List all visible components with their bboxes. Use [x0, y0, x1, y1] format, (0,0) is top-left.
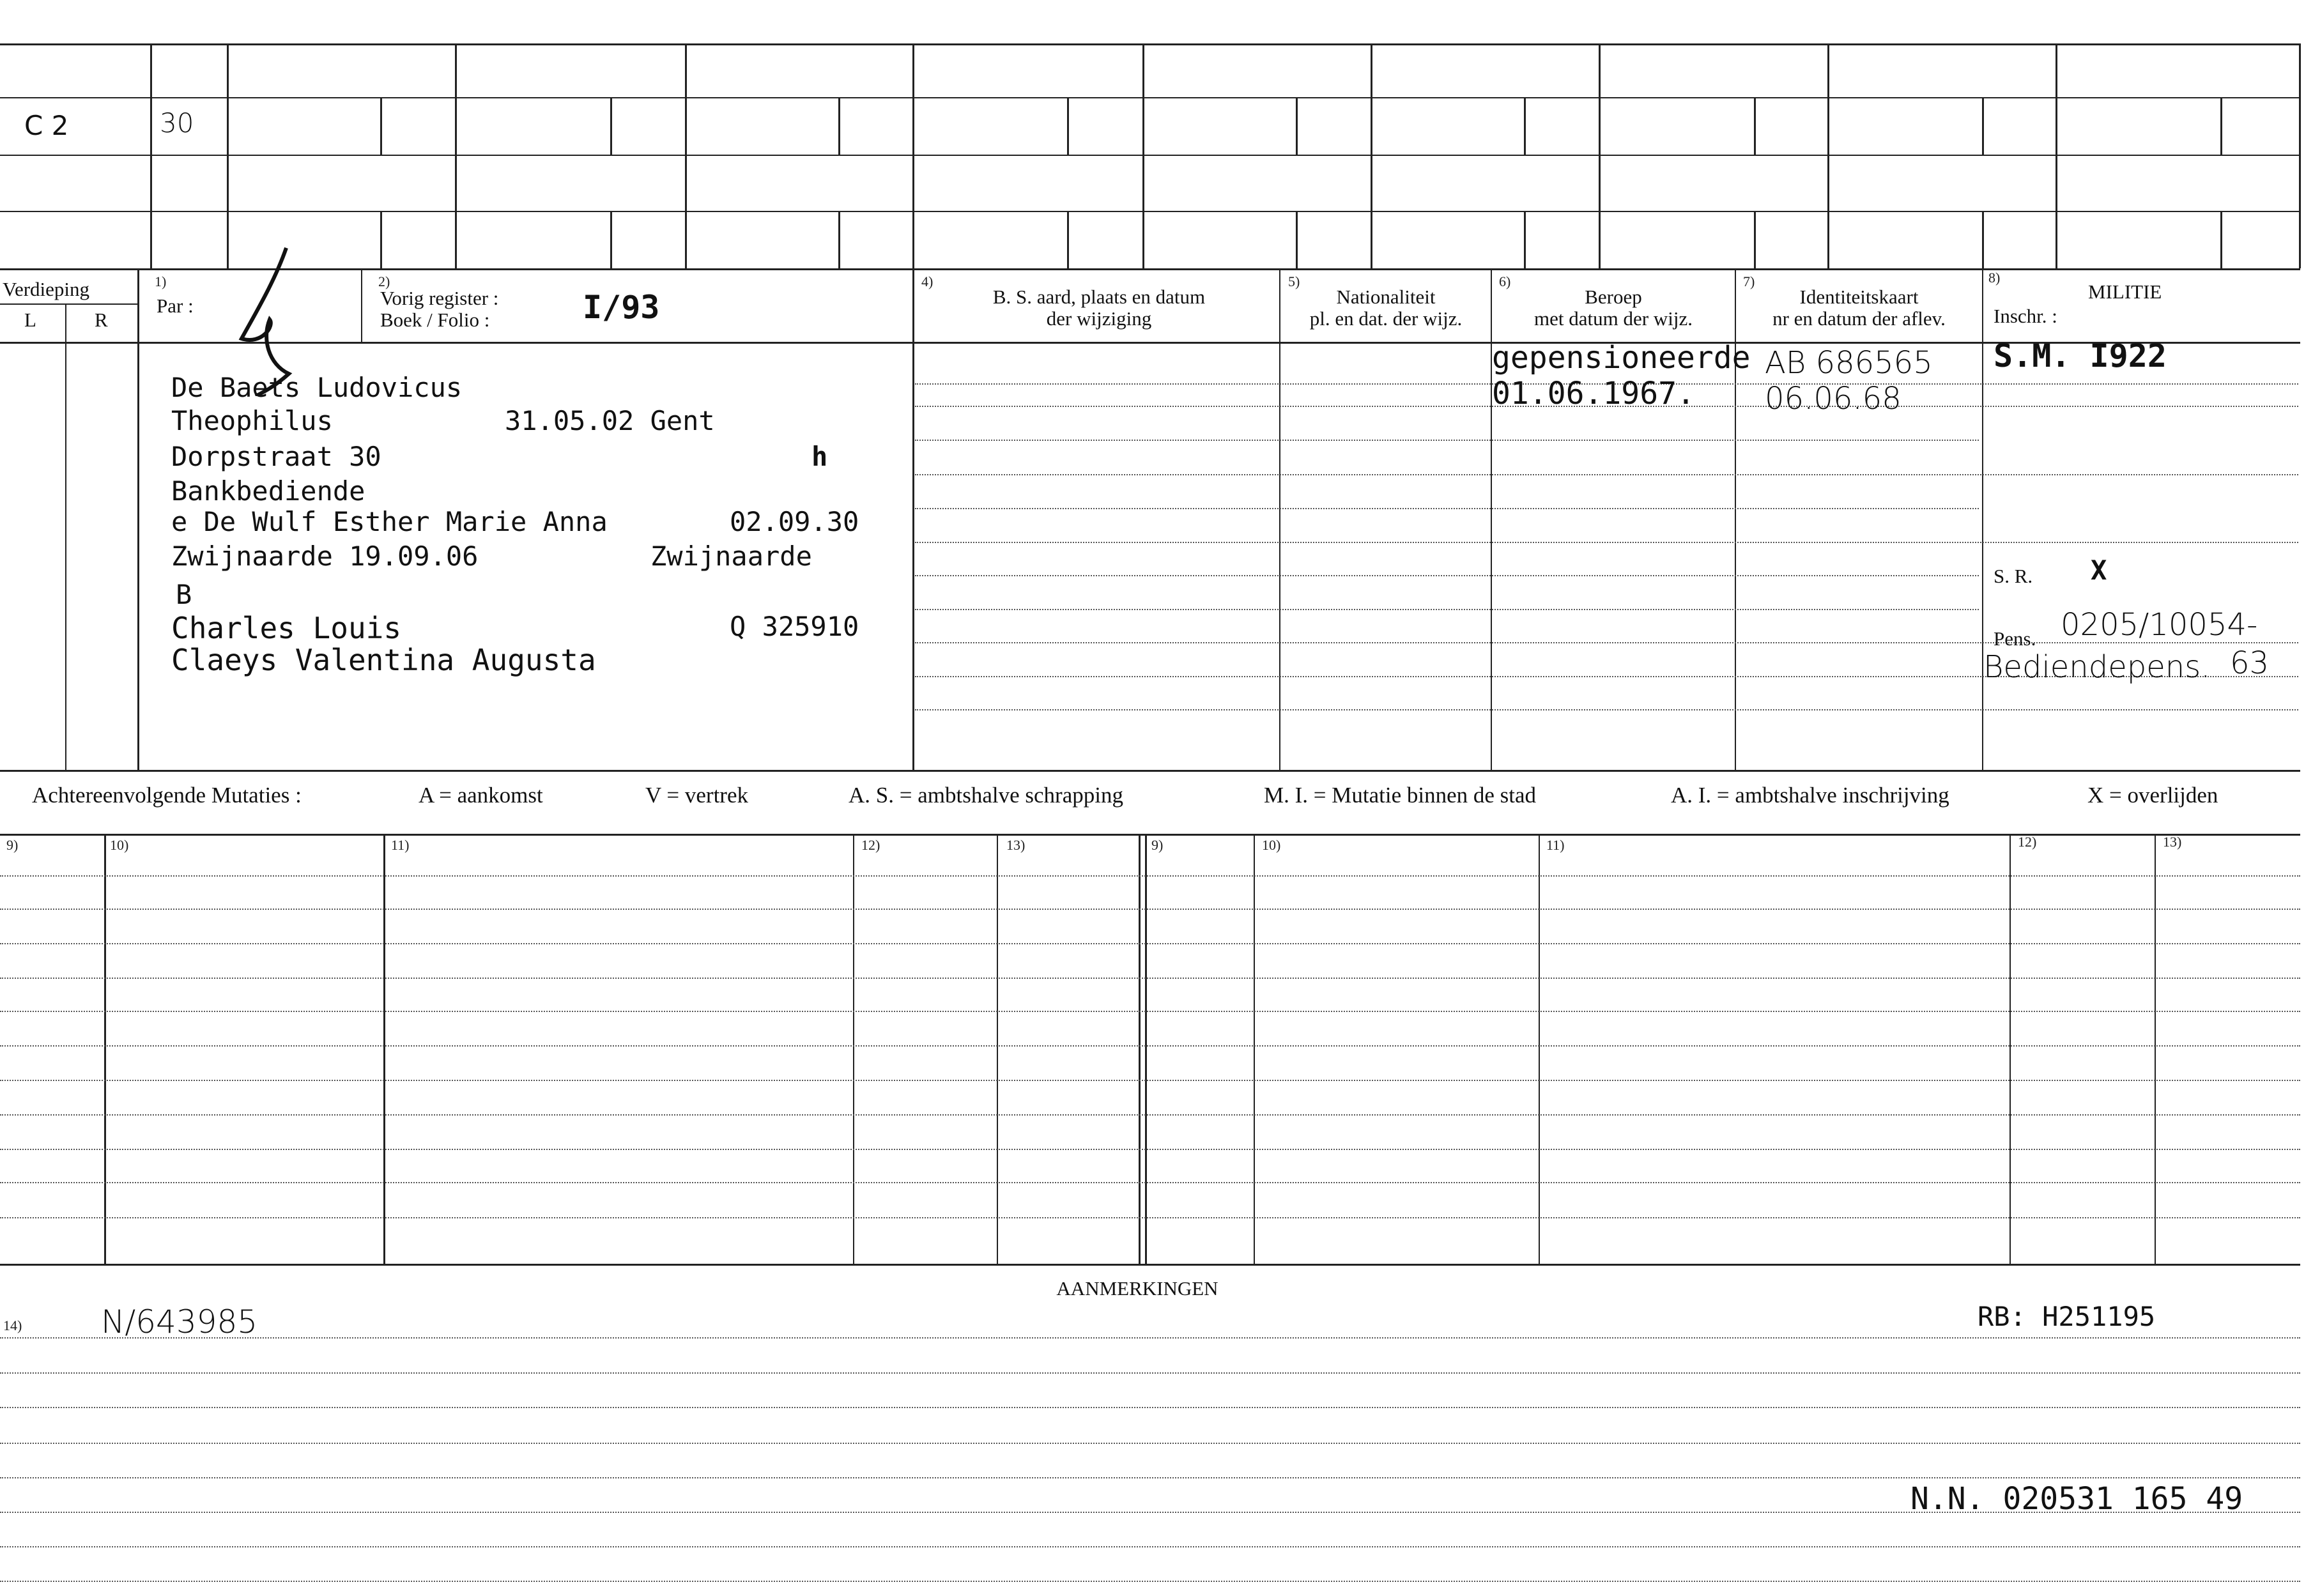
mutatie-col-12: 12): [861, 837, 880, 853]
person-h-mark: h: [811, 441, 828, 472]
field-14-number: 14): [3, 1317, 22, 1333]
person-b-mark: B: [176, 579, 192, 610]
mutaties-title: Achtereenvolgende Mutaties :: [32, 783, 302, 808]
pens-type: Bediendepens.: [1983, 649, 2211, 685]
person-birth: 31.05.02 Gent: [505, 405, 715, 436]
person-spouse: e De Wulf Esther Marie Anna: [171, 506, 608, 537]
person-spouse-place: Zwijnaarde: [650, 541, 812, 572]
vorig-register-label: Vorig register :: [380, 287, 499, 309]
legend-ambtshalve-schrapping: A. S. = ambtshalve schrapping: [849, 783, 1123, 808]
person-occupation: Bankbediende: [171, 475, 365, 507]
field-4-number: 4): [921, 273, 934, 289]
col-l-label: L: [24, 309, 36, 331]
sr-label: S. R.: [1994, 565, 2033, 587]
legend-ambtshalve-inschrijving: A. I. = ambtshalve inschrijving: [1671, 783, 1949, 808]
par-signature-mark: [230, 243, 307, 396]
nn-number: N.N. 020531 165 49: [1910, 1481, 2243, 1517]
top-grid-code: C 2: [24, 110, 69, 141]
mutatie-col-11: 11): [391, 837, 410, 853]
mutatie-col-9: 9): [6, 837, 19, 853]
field-8-number: 8): [1988, 270, 2001, 286]
person-code: Q 325910: [730, 611, 859, 642]
field-7-number: 7): [1743, 273, 1755, 289]
top-grid-number: 30: [160, 107, 194, 139]
mutatie-col-10b: 10): [1262, 837, 1281, 853]
identiteit-number: AB 686565: [1765, 345, 1933, 381]
field-2-number: 2): [378, 273, 390, 289]
field-5-number: 5): [1288, 273, 1300, 289]
pens-value: 0205/10054-: [2061, 607, 2258, 643]
beroep-header-line1: Beroep: [1585, 286, 1642, 308]
militie-header: MILITIE: [2088, 280, 2162, 303]
aanmerkingen-title: AANMERKINGEN: [1056, 1277, 1218, 1300]
mutatie-col-13b: 13): [2163, 834, 2182, 850]
militie-inschr-value: S.M. I922: [1994, 337, 2167, 374]
identiteit-header-line2: nr en datum der aflev.: [1772, 307, 1946, 330]
boek-folio-value: I/93: [583, 289, 660, 326]
rb-number: RB: H251195: [1978, 1301, 2156, 1332]
mutatie-col-9b: 9): [1151, 837, 1164, 853]
verdieping-label: Verdieping: [3, 278, 90, 300]
person-spouse-birth: Zwijnaarde 19.09.06: [171, 541, 479, 572]
person-second-name: Theophilus: [171, 405, 333, 436]
person-mother: Claeys Valentina Augusta: [171, 643, 596, 677]
inschr-label: Inschr. :: [1994, 305, 2057, 327]
beroep-date: 01.06.1967.: [1492, 376, 1695, 411]
aanmerkingen-number: N/643985: [101, 1303, 258, 1340]
legend-overlijden: X = overlijden: [2087, 783, 2218, 808]
person-name-line: De Baets Ludovicus: [171, 372, 463, 403]
field-1-number: 1): [155, 273, 167, 289]
nationaliteit-header-line2: pl. en dat. der wijz.: [1309, 307, 1463, 330]
identiteit-header-line1: Identiteitskaart: [1799, 286, 1919, 308]
person-father: Charles Louis: [171, 611, 402, 645]
par-label: Par :: [157, 295, 194, 317]
mutatie-col-10: 10): [110, 837, 129, 853]
sr-value: X: [2091, 555, 2107, 586]
legend-mutatie-binnen-stad: M. I. = Mutatie binnen de stad: [1264, 783, 1537, 808]
bs-header-line2: der wijziging: [1046, 307, 1152, 330]
nationaliteit-header-line1: Nationaliteit: [1336, 286, 1436, 308]
identiteit-date: 06.06.68: [1765, 381, 1902, 417]
pens-suffix: 63: [2230, 645, 2270, 681]
boek-folio-label: Boek / Folio :: [380, 309, 490, 331]
beroep-value: gepensioneerde: [1492, 340, 1751, 376]
pens-label: Pens.: [1994, 627, 2036, 650]
mutatie-col-13: 13): [1006, 837, 1026, 853]
person-address: Dorpstraat 30: [171, 441, 381, 472]
mutatie-col-12b: 12): [2018, 834, 2037, 850]
legend-vertrek: V = vertrek: [645, 783, 748, 808]
person-marriage-date: 02.09.30: [730, 506, 859, 537]
bs-header-line1: B. S. aard, plaats en datum: [992, 286, 1206, 308]
mutatie-col-11b: 11): [1546, 837, 1565, 853]
field-6-number: 6): [1499, 273, 1511, 289]
beroep-header-line2: met datum der wijz.: [1534, 307, 1693, 330]
legend-aankomst: A = aankomst: [419, 783, 543, 808]
col-r-label: R: [95, 309, 108, 331]
